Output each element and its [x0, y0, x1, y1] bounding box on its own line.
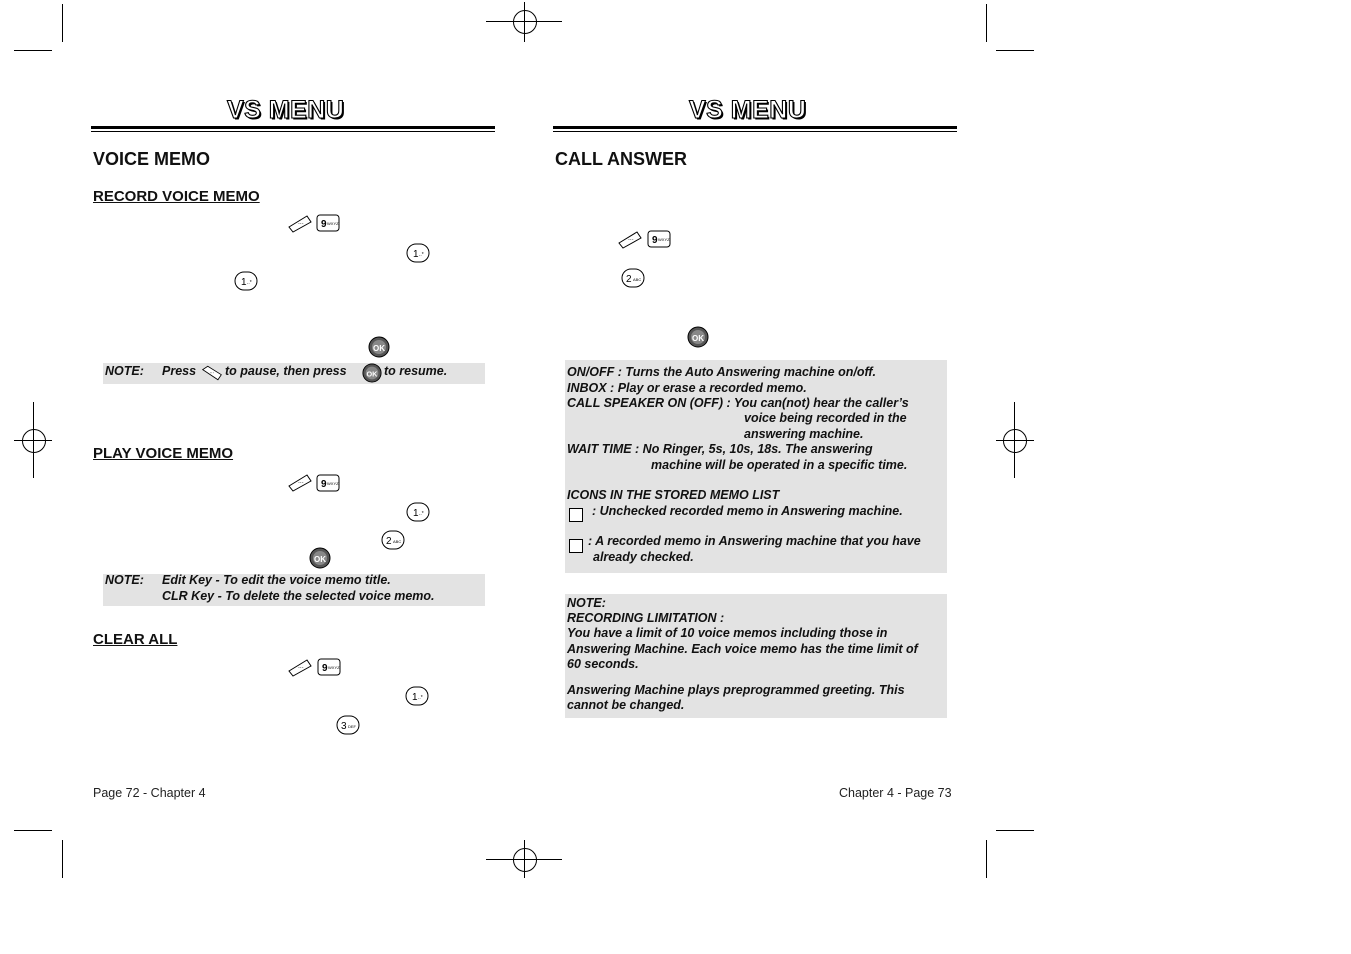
icons-list-title: ICONS IN THE STORED MEMO LIST — [567, 488, 780, 502]
recording-limit-note-box — [565, 594, 947, 718]
greeting-text-1: Answering Machine plays preprogrammed greeting. This — [567, 683, 905, 697]
limit-text-3: 60 seconds. — [567, 657, 639, 671]
svg-text:9: 9 — [322, 663, 328, 674]
wait-time-text-2: machine will be operated in a specific time. — [651, 458, 908, 472]
key-2-icon — [621, 268, 645, 293]
svg-text:ABC: ABC — [393, 539, 402, 544]
svg-text:9: 9 — [321, 479, 327, 490]
call-speaker-text-2: voice being recorded in the — [744, 411, 907, 425]
ok-key-icon — [687, 326, 709, 353]
call-answer-info-box — [565, 360, 947, 573]
svg-text:1: 1 — [413, 508, 419, 519]
menu-key-icon — [287, 214, 313, 239]
play-voice-memo-title: PLAY VOICE MEMO — [93, 445, 234, 462]
checked-memo-text: : A recorded memo in Answering machine that you have — [588, 534, 921, 548]
svg-text:WXYZ: WXYZ — [327, 481, 339, 486]
svg-text:..*: ..* — [419, 252, 424, 258]
voice-memo-title: VOICE MEMO — [93, 149, 211, 169]
note-resume-text: to resume. — [384, 364, 448, 378]
menu-key-icon — [201, 364, 223, 387]
ok-key-icon — [362, 363, 382, 388]
svg-text:WXYZ: WXYZ — [658, 237, 670, 242]
record-voice-memo-title: RECORD VOICE MEMO — [93, 188, 260, 205]
right-header-rule-thin — [553, 131, 957, 132]
menu-key-icon — [287, 473, 313, 498]
key-9-icon — [316, 474, 340, 497]
ok-key-icon — [368, 336, 390, 363]
svg-text:OK: OK — [314, 555, 326, 564]
limit-text-1: You have a limit of 10 voice memos including those in — [567, 626, 888, 640]
wait-time-text: WAIT TIME : No Ringer, 5s, 10s, 18s. The answering — [567, 442, 873, 456]
key-9-icon — [316, 214, 340, 237]
right-header-title: VS MENU — [689, 96, 807, 124]
key-1-icon — [406, 243, 430, 268]
right-header-rule — [553, 126, 957, 129]
svg-text:2: 2 — [386, 536, 392, 547]
checked-memo-text-2: already checked. — [593, 550, 694, 564]
key-2-icon — [381, 530, 405, 555]
left-header-title: VS MENU — [227, 96, 345, 124]
onoff-text: ON/OFF : Turns the Auto Answering machine on/off. — [567, 365, 877, 379]
svg-text:1: 1 — [412, 692, 418, 703]
play-note-box — [103, 574, 485, 606]
greeting-text-2: cannot be changed. — [567, 698, 685, 712]
svg-text:···: ··· — [298, 480, 304, 487]
memo-checked-icon — [569, 539, 583, 553]
svg-text:WXYZ: WXYZ — [327, 221, 339, 226]
note-pause-text: to pause, then press — [225, 364, 347, 378]
left-header-rule-thin — [91, 131, 495, 132]
svg-text:···: ··· — [628, 237, 634, 244]
svg-text:..*: ..* — [419, 511, 424, 517]
svg-text:..*: ..* — [418, 695, 423, 701]
menu-key-icon — [287, 658, 313, 683]
note-press: Press — [162, 364, 197, 378]
menu-key-icon — [617, 230, 643, 255]
limit-text-2: Answering Machine. Each voice memo has the time limit of — [567, 642, 918, 656]
key-1-icon — [234, 271, 258, 296]
svg-text:..*: ..* — [247, 280, 252, 286]
note-label: NOTE: — [105, 573, 144, 587]
svg-text:2: 2 — [626, 274, 632, 285]
svg-text:9: 9 — [321, 219, 327, 230]
key-9-icon — [317, 658, 341, 681]
svg-text:OK: OK — [366, 369, 378, 379]
key-9-icon — [647, 230, 671, 253]
unchecked-memo-text: : Unchecked recorded memo in Answering machine. — [592, 504, 903, 518]
svg-text:···: ··· — [298, 221, 304, 228]
call-speaker-text-3: answering machine. — [744, 427, 864, 441]
svg-text:···: ··· — [209, 370, 215, 377]
svg-text:1: 1 — [241, 277, 247, 288]
key-3-icon — [336, 715, 360, 740]
key-1-icon — [406, 502, 430, 527]
svg-text:OK: OK — [692, 334, 704, 343]
recording-limitation-title: RECORDING LIMITATION : — [567, 611, 725, 625]
note-label: NOTE: — [567, 596, 606, 610]
memo-unchecked-icon — [569, 508, 583, 522]
svg-text:3: 3 — [341, 721, 347, 732]
key-1-icon — [405, 686, 429, 711]
svg-text:···: ··· — [298, 665, 304, 672]
inbox-text: INBOX : Play or erase a recorded memo. — [567, 381, 807, 395]
call-speaker-text: CALL SPEAKER ON (OFF) : You can(not) hear the caller’s — [567, 396, 909, 410]
note-edit-key: Edit Key - To edit the voice memo title. — [162, 573, 391, 587]
left-page-footer: Page 72 - Chapter 4 — [93, 786, 206, 800]
svg-text:9: 9 — [652, 235, 658, 246]
ok-key-icon — [309, 547, 331, 574]
note-label: NOTE: — [105, 364, 144, 378]
svg-text:WXYZ: WXYZ — [328, 665, 340, 670]
note-clr-key: CLR Key - To delete the selected voice memo. — [162, 589, 435, 603]
clear-all-title: CLEAR ALL — [93, 631, 178, 648]
call-answer-title: CALL ANSWER — [555, 149, 687, 169]
left-header-rule — [91, 126, 495, 129]
svg-text:OK: OK — [373, 344, 385, 353]
svg-text:ABC: ABC — [633, 277, 642, 282]
record-note-box — [103, 363, 485, 384]
svg-text:1: 1 — [413, 249, 419, 260]
right-page-footer: Chapter 4 - Page 73 — [839, 786, 952, 800]
svg-text:DEF: DEF — [348, 724, 356, 729]
